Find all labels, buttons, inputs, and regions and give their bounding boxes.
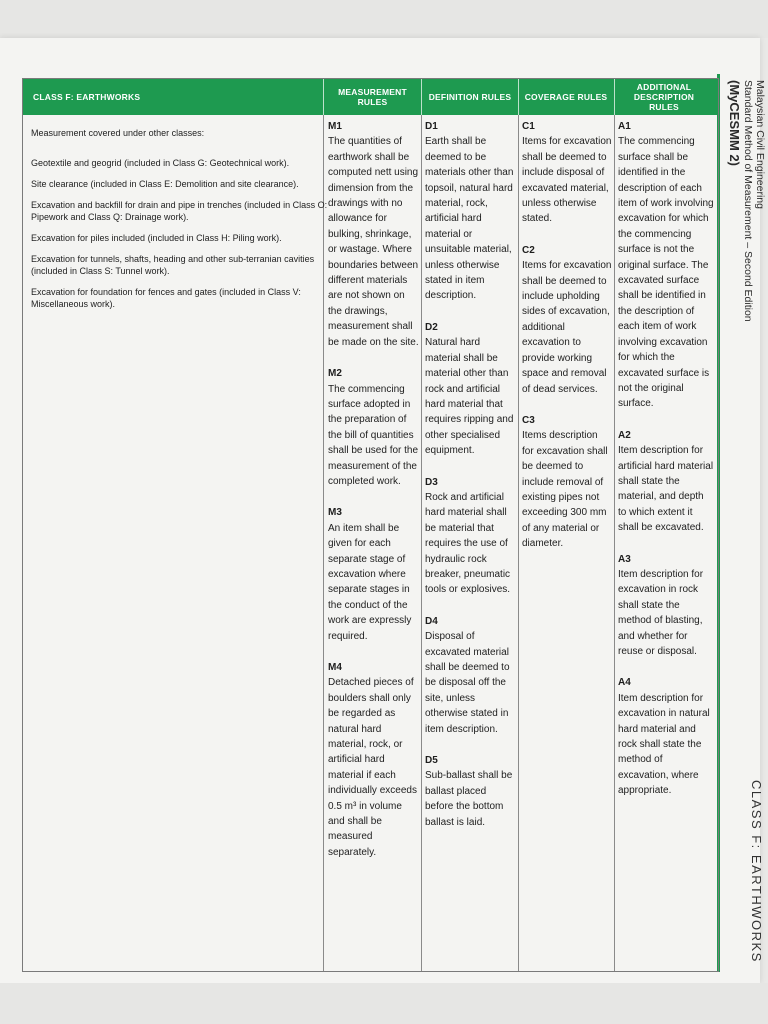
rule-m4: M4 Detached pieces of boulders shall only be regarded as natural hard material, rock, or artificial hard material if each individually exceeds 0.5 m³ in volume and shall be measured separately.	[328, 662, 417, 858]
rule-a3: A3 Item description for excavation in rock shall state the method of blasting, and whether for reuse or disposal.	[618, 553, 704, 657]
class-item: Excavation for foundation for fences and gates (included in Class V: Miscellaneous work).	[31, 287, 301, 309]
class-item: Measurement covered under other classes:	[31, 128, 205, 138]
header-measurement: MEASUREMENT RULES	[338, 87, 407, 107]
rule-a2: A2 Item description for artificial hard material shall state the material, and depth to which extent it shall be excavated.	[618, 429, 714, 534]
rule-m3: M3 An item shall be given for each separate stage of excavation where separate stages in the conduct of the work are expressly required.	[328, 507, 412, 642]
divider	[323, 79, 324, 115]
coverage-rules	[522, 119, 612, 568]
measurement-rules	[328, 119, 419, 876]
divider	[421, 115, 422, 971]
class-item: Excavation for tunnels, shafts, heading and other sub-terranian cavities (included in Class S: Tunnel work).	[31, 254, 315, 276]
rules-table	[22, 78, 719, 972]
class-item: Site clearance (included in Class E: Demolition and site clearance).	[31, 179, 299, 189]
divider	[518, 115, 519, 971]
book-header	[712, 80, 766, 380]
class-item: Excavation and backfill for drain and pipe in trenches (included in Class O: Pipework and Class Q: Drainage work).	[31, 200, 328, 222]
page-bottom-margin	[0, 983, 768, 1024]
header-class: CLASS F: EARTHWORKS	[33, 92, 141, 102]
page-top-margin	[0, 0, 768, 38]
rule-m2: M2 The commencing surface adopted in the preparation of the bill of quantities shall be used for the measurement of the completed work.	[328, 368, 419, 487]
rule-c3: C3 Items description for excavation shall be deemed to include removal of existing pipes not exceeding 300 mm of any material or diameter.	[522, 414, 608, 550]
rule-c2: C2 Items for excavation shall be deemed to include upholding sides of excavation, additional excavation to provide working space and removal of dead services.	[522, 244, 612, 395]
header-line3: (MyCESMM 2)	[727, 80, 742, 166]
rule-a1: A1 The commencing surface shall be identified in the description of each item of work involving excavation for which the commencing surface is not the original surface. The excavated surface shall be identified in the description of each item of work involving excavation for which the excavated surface is not the original surface.	[618, 121, 714, 410]
class-items	[31, 127, 329, 319]
divider	[614, 79, 615, 115]
definition-rules	[425, 119, 516, 846]
rule-d2: D2 Natural hard material shall be material other than rock and artificial hard material that requires ripping and other specialised equipment.	[425, 321, 514, 457]
header-coverage: COVERAGE RULES	[524, 92, 608, 102]
divider	[614, 115, 615, 971]
rule-d5: D5 Sub-ballast shall be ballast placed before the bottom ballast is laid.	[425, 755, 513, 828]
rule-d3: D3 Rock and artificial hard material shall be material that requires the use of hydraulic rock breaker, pneumatic tools or explosives.	[425, 476, 511, 596]
divider	[421, 79, 422, 115]
rule-d4: D4 Disposal of excavated material shall be deemed to be disposal off the site, unless otherwise stated in item description.	[425, 615, 510, 735]
header-line2: Standard Method of Measurement – Second Edition	[742, 80, 754, 322]
class-item: Geotextile and geogrid (included in Class G: Geotechnical work).	[31, 158, 290, 168]
header-additional: ADDITIONAL DESCRIPTION RULES	[633, 82, 695, 112]
header-line1: Malaysian Civil Engineering	[754, 80, 766, 209]
rule-m1: M1 The quantities of earthwork shall be computed nett using dimension from the drawings with no allowance for bulking, shrinkage, or wastage. Where boundaries between different materials are not shown on the drawings, measurement shall be made on the site.	[328, 121, 419, 348]
rule-d1: D1 Earth shall be deemed to be materials other than topsoil, natural hard material, rock, artificial hard material or unsuitable material, unless otherwise stated in item description.	[425, 121, 514, 302]
chapter-title: CLASS F: EARTHWORKS	[749, 780, 764, 963]
rule-c1: C1 Items for excavation shall be deemed to include disposal of excavated material, unless otherwise stated.	[522, 121, 612, 225]
header-definition: DEFINITION RULES	[428, 92, 512, 102]
rule-a4: A4 Item description for excavation in natural hard material and rock shall state the method of excavation, where appropriate.	[618, 677, 710, 797]
additional-rules	[618, 119, 714, 815]
divider	[518, 79, 519, 115]
class-item: Excavation for piles included (included in Class H: Piling work).	[31, 233, 282, 243]
